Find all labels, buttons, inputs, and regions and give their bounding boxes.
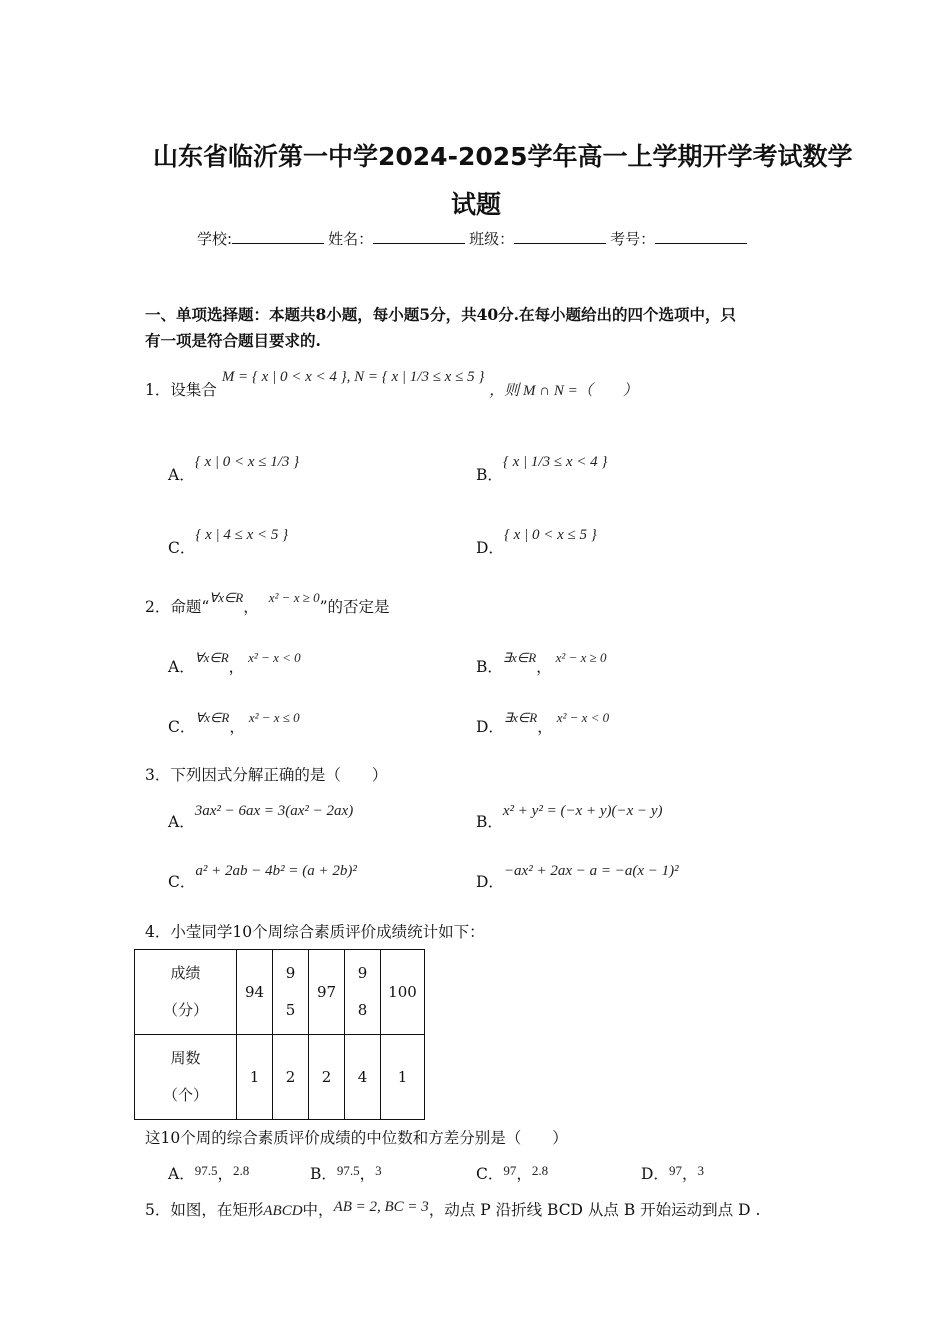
q2-option-b-label: B． — [476, 658, 503, 676]
q2-option-a-expr: x² − x < 0 — [248, 650, 301, 665]
q2-option-c: C．$^{\forall x\in R}$，$^{x^2 - x \le 0}$ — [168, 710, 300, 736]
q1-option-a — [168, 449, 300, 484]
q2-option-a-quant: ∀x∈R — [194, 650, 229, 665]
q1-option-a-label: A． — [168, 466, 195, 484]
q2-option-c-expr: x² − x ≤ 0 — [248, 710, 300, 725]
table-cell-score-3: 97 — [309, 950, 345, 1035]
q4-option-d-label: D． — [641, 1165, 669, 1183]
q5-rect: ABCD — [263, 1203, 303, 1219]
q4-option-a: A．$^{97.5}$，$^{2.8}$ — [168, 1163, 250, 1183]
q2-option-d-quant: ∃x∈R — [503, 710, 538, 725]
q1-option-c-label: C． — [168, 539, 196, 557]
q1-option-b-text: { x | 1/3 ≤ x < 4 } — [502, 454, 608, 470]
q3-option-b — [476, 803, 663, 832]
table-header-weeks — [135, 1035, 237, 1120]
q4-option-c-variance: 2.8 — [531, 1163, 549, 1178]
q3-option-c — [168, 863, 357, 892]
section1-heading-line2: 有一项是符合题目要求的. — [145, 331, 321, 350]
q5-tail: ，动点 P 沿折线 BCD 从点 B 开始运动到点 D . — [428, 1201, 761, 1219]
q2-stem — [145, 590, 390, 617]
q4-option-a-label: A． — [168, 1165, 195, 1183]
table-cell-score-5: 100 — [381, 950, 425, 1035]
field-name-label: 姓名： — [328, 230, 374, 248]
q4-option-d-variance: 3 — [697, 1163, 704, 1178]
table-header-score-l1: 成绩 — [170, 964, 201, 982]
q2-option-d-label: D． — [476, 718, 504, 736]
q2-quantifier: ∀x∈R — [209, 590, 244, 605]
table-cell-weeks-2: 2 — [273, 1035, 309, 1120]
q4-option-b-variance: 3 — [375, 1163, 382, 1178]
q2-option-b-expr: x² − x ≥ 0 — [555, 650, 607, 665]
field-school-label: 学校: — [197, 230, 233, 248]
table-row-weeks — [135, 1035, 425, 1120]
q4-option-b-median: 97.5 — [336, 1163, 360, 1178]
q4-option-b: B．$^{97.5}$，$^3$ — [310, 1163, 382, 1183]
field-class-label: 班级： — [469, 230, 515, 248]
q3-option-a-text: 3ax² − 6ax = 3(ax² − 2ax) — [194, 803, 354, 819]
q1-option-b — [476, 449, 608, 484]
q1-option-d-label: D． — [476, 539, 504, 557]
table-cell-weeks-4: 4 — [345, 1035, 381, 1120]
table-cell-score-2 — [273, 950, 309, 1035]
q1-ask: ，则 M ∩ N =（ ） — [489, 383, 638, 399]
table-cell-score-1: 94 — [237, 950, 273, 1035]
q3-option-c-text: a² + 2ab − 4b² = (a + 2b)² — [195, 863, 357, 879]
q4-option-a-median: 97.5 — [194, 1163, 218, 1178]
field-id-blank — [655, 229, 747, 244]
q4-option-d: D．$^{97}$，$^3$ — [641, 1163, 704, 1183]
q1-option-d-text: { x | 0 < x ≤ 5 } — [503, 527, 597, 543]
q1-set-m: M = { x | 0 < x < 4 } — [221, 369, 347, 385]
info-fields — [197, 228, 751, 249]
table-header-score — [135, 950, 237, 1035]
score-4-digit-2: 8 — [357, 1001, 368, 1019]
q1-option-d — [476, 522, 597, 557]
score-4-digit-1: 9 — [357, 964, 368, 982]
q3-option-a-label: A． — [168, 813, 195, 831]
q1-option-b-label: B． — [476, 466, 503, 484]
section1-heading-line1: 一、单项选择题：本题共8小题，每小题5分，共40分.在每小题给出的四个选项中，只 — [145, 305, 737, 324]
q3-stem: 3．下列因式分解正确的是（ ） — [145, 766, 388, 784]
score-2-digit-2: 5 — [285, 1001, 296, 1019]
q3-option-b-text: x² + y² = (−x + y)(−x − y) — [502, 803, 663, 819]
q3-option-d-label: D． — [476, 873, 504, 891]
q3-option-a — [168, 803, 354, 832]
q1-stem — [145, 369, 638, 400]
field-name-blank — [373, 229, 465, 244]
q4-score-table — [134, 949, 425, 1120]
q5-given: AB = 2, BC = 3 — [333, 1199, 429, 1215]
field-class-blank — [514, 229, 606, 244]
q5-mid: 中， — [302, 1201, 334, 1219]
q4-option-c-label: C． — [476, 1165, 504, 1183]
q4-option-a-variance: 2.8 — [232, 1163, 250, 1178]
table-cell-weeks-1: 1 — [237, 1035, 273, 1120]
q2-option-b: B．$^{\exists x\in R}$，$^{x^2 - x \ge 0}$ — [476, 650, 607, 676]
q3-option-d-text: −ax² + 2ax − a = −a(x − 1)² — [503, 863, 679, 879]
field-id-label: 考号： — [610, 230, 656, 248]
table-cell-weeks-3: 2 — [309, 1035, 345, 1120]
table-header-weeks-l2: （个） — [162, 1086, 208, 1104]
q3-option-b-label: B． — [476, 813, 503, 831]
q1-set-n: , N = { x | 1/3 ≤ x ≤ 5 } — [346, 369, 485, 385]
table-header-score-l2: （分） — [162, 1001, 208, 1019]
q2-option-a-label: A． — [168, 658, 195, 676]
q2-option-c-label: C． — [168, 718, 196, 736]
q2-option-c-quant: ∀x∈R — [195, 710, 230, 725]
q4-option-c-median: 97 — [503, 1163, 517, 1178]
q2-option-b-quant: ∃x∈R — [502, 650, 537, 665]
doc-title-line1: 山东省临沂第一中学2024-2025学年高一上学期开学考试数学 — [153, 142, 853, 171]
table-cell-weeks-5: 1 — [381, 1035, 425, 1120]
q4-option-d-median: 97 — [668, 1163, 682, 1178]
q1-option-c-text: { x | 4 ≤ x < 5 } — [195, 527, 289, 543]
q5-number: 5．如图，在矩形 — [145, 1201, 264, 1219]
doc-title-line2: 试题 — [451, 190, 502, 219]
q4-option-b-label: B． — [310, 1165, 337, 1183]
q2-expr: x² − x ≥ 0 — [268, 590, 320, 605]
table-header-weeks-l1: 周数 — [170, 1049, 201, 1067]
q5-stem — [145, 1198, 760, 1220]
q2-option-a: A．$^{\forall x\in R}$，$^{x^2 - x < 0}$ — [168, 650, 301, 676]
q2-option-d-expr: x² − x < 0 — [556, 710, 610, 725]
q3-option-d — [476, 863, 679, 892]
q2-tail: ”的否定是 — [319, 598, 390, 616]
q1-number: 1．设集合 — [145, 381, 217, 399]
q4-ask: 这10个周的综合素质评价成绩的中位数和方差分别是（ ） — [145, 1129, 568, 1147]
table-cell-score-4 — [345, 950, 381, 1035]
field-school-blank — [232, 229, 324, 244]
q4-option-c: C．$^{97}$，$^{2.8}$ — [476, 1163, 549, 1183]
q3-option-c-label: C． — [168, 873, 196, 891]
q2-option-d: D．$^{\exists x\in R}$，$^{x^2 - x < 0}$ — [476, 710, 610, 736]
table-row-scores — [135, 950, 425, 1035]
score-2-digit-1: 9 — [285, 964, 296, 982]
q2-comma: ， — [243, 598, 259, 616]
q4-stem: 4．小莹同学10个周综合素质评价成绩统计如下： — [145, 923, 485, 941]
q1-option-c — [168, 522, 289, 557]
q2-number: 2．命题“ — [145, 598, 210, 616]
q1-option-a-text: { x | 0 < x ≤ 1/3 } — [194, 454, 300, 470]
